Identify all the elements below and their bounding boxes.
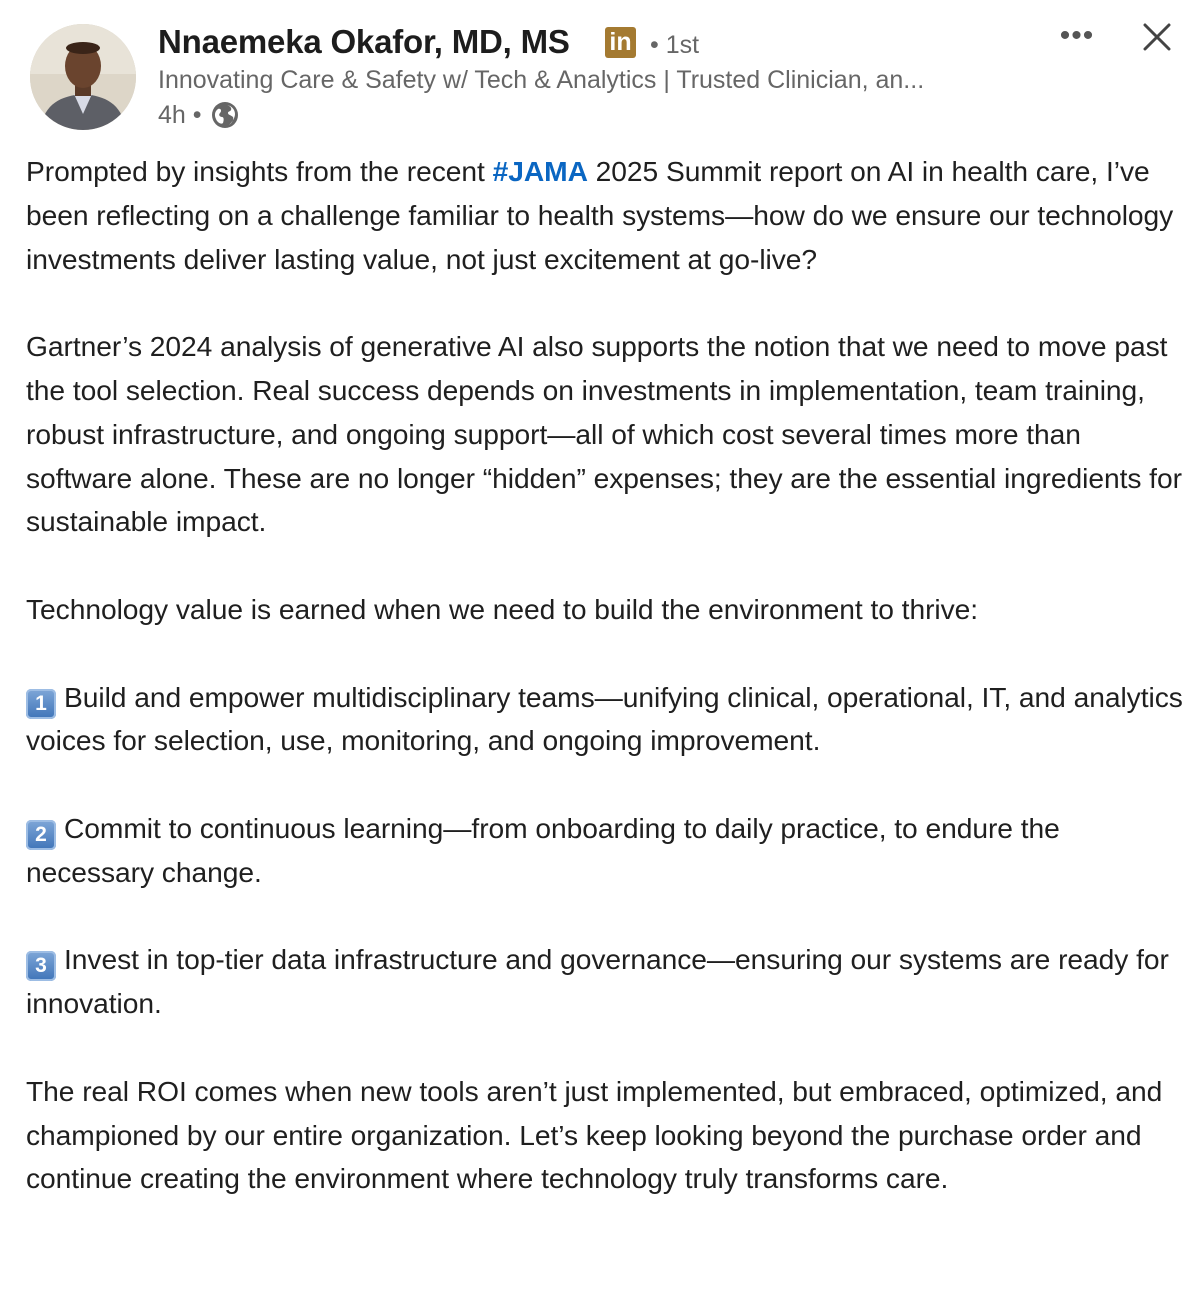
post-meta	[158, 99, 240, 131]
author-avatar[interactable]	[30, 24, 136, 130]
post-body	[26, 150, 1186, 1201]
keycap-2-icon: 2	[26, 820, 56, 850]
globe-icon	[210, 100, 240, 130]
list-item-1: 1 Build and empower multidisciplinary teams—unifying clinical, operational, IT, and analytics voices for selection, use, monitoring, and ongoing improvement.	[26, 680, 1183, 757]
hashtag-jama-link[interactable]: #JAMA	[492, 155, 588, 187]
avatar-photo	[30, 24, 136, 130]
list-item-3: 3 Invest in top-tier data infrastructure and governance—ensuring our systems are ready for innovation.	[26, 943, 1169, 1020]
linkedin-premium-icon: in	[605, 27, 636, 58]
more-options-button[interactable]: •••	[1059, 19, 1095, 52]
post-paragraph-1: Prompted by insights from the recent #JAMA 2025 Summit report on AI in health care, I’ve been reflecting on a challenge familiar to health systems—how do we ensure our technology investments deliver lasting value, not just excitement at go-live?	[26, 155, 1174, 275]
connection-degree: • 1st	[650, 31, 700, 59]
post-paragraph-3: Technology value is earned when we need to build the environment to thrive:	[26, 592, 979, 625]
keycap-1-icon: 1	[26, 689, 56, 719]
post-paragraph-2: Gartner’s 2024 analysis of generative AI also supports the notion that we need to move past the tool selection. Real success depends on investments in implementation, team training, robust infrastructure, and ongoing support—all of which cost several times more than software alone. These are no longer “hidden” expenses; they are the essential ingredients for sustainable impact.	[26, 330, 1182, 538]
post-closing-paragraph: The real ROI comes when new tools aren’t just implemented, but embraced, optimized, and championed by our entire organization. Let’s keep looking beyond the purchase order and continue creating the environment where technology truly transforms care.	[26, 1074, 1163, 1195]
list-item-2: 2 Commit to continuous learning—from onboarding to daily practice, to endure the necessary change.	[26, 811, 1060, 888]
keycap-3-icon: 3	[26, 951, 56, 981]
post-time: 4h •	[158, 101, 202, 129]
close-icon[interactable]	[1136, 16, 1178, 58]
author-headline: Innovating Care & Safety w/ Tech & Analytics | Trusted Clinician, an...	[158, 66, 925, 94]
author-name[interactable]: Nnaemeka Okafor, MD, MS	[158, 23, 570, 60]
